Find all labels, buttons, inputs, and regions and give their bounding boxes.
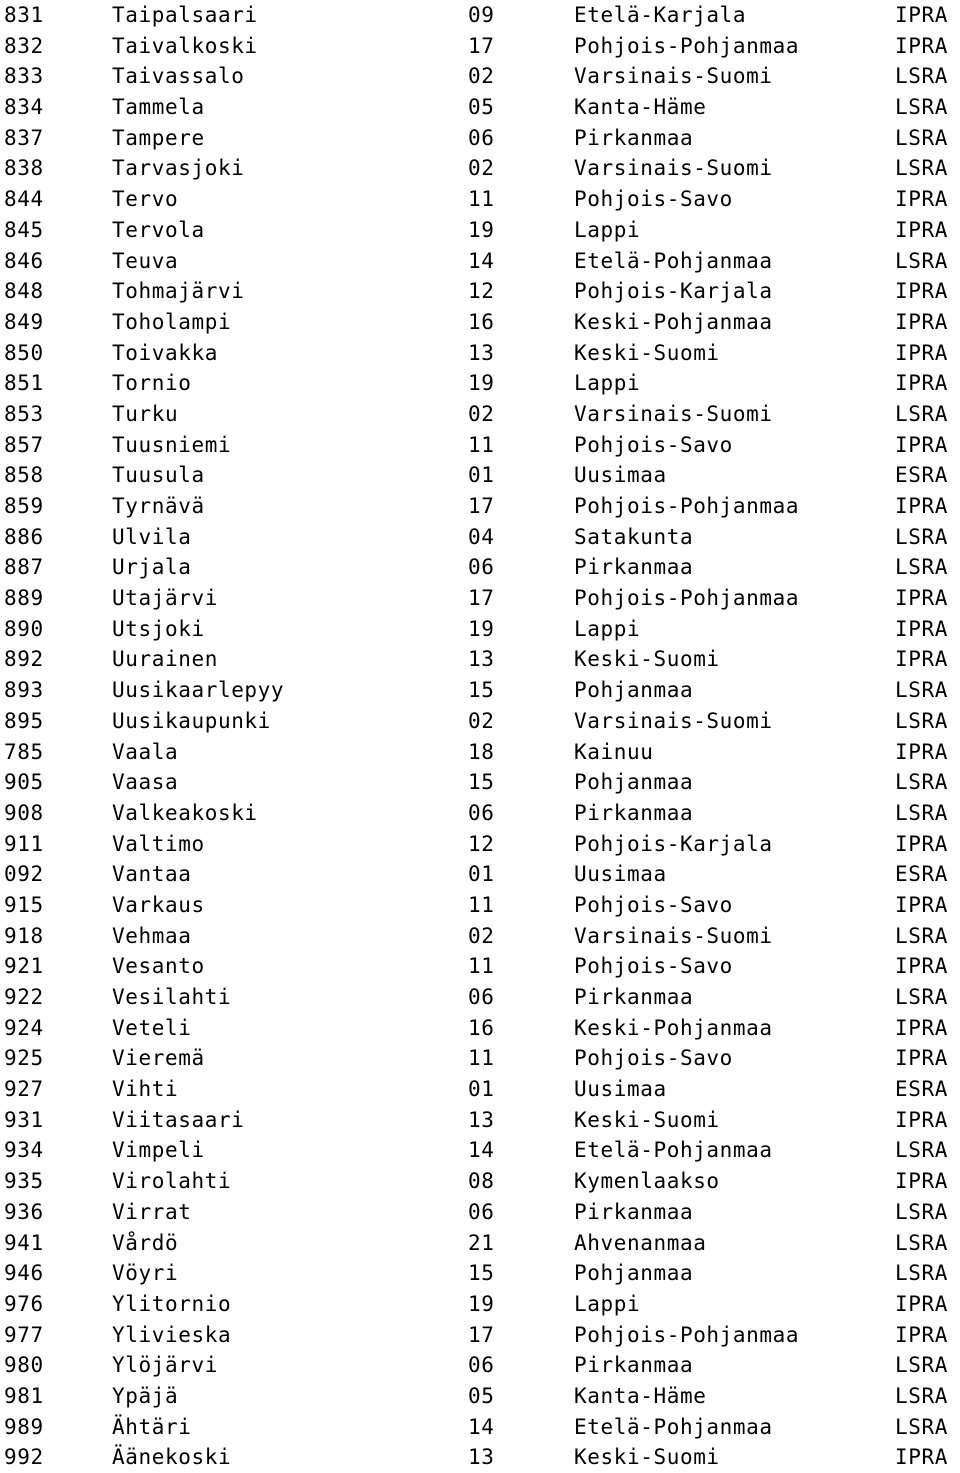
region-code-cell: 19 bbox=[468, 217, 495, 242]
region-code-cell: 02 bbox=[468, 401, 495, 426]
municipality-name-cell: Vantaa bbox=[112, 862, 192, 887]
region-code-cell: 04 bbox=[468, 524, 495, 549]
table-row bbox=[0, 1228, 960, 1259]
municipality-name-cell: Ähtäri bbox=[112, 1414, 192, 1439]
region-name-cell: Pohjois-Savo bbox=[574, 187, 733, 212]
table-row bbox=[0, 368, 960, 399]
table-row bbox=[0, 153, 960, 184]
table-row bbox=[0, 737, 960, 768]
municipality-name-cell: Utajärvi bbox=[112, 586, 218, 611]
municipality-name-cell: Toivakka bbox=[112, 340, 218, 365]
region-code-cell: 15 bbox=[468, 1261, 495, 1286]
municipality-name-cell: Vårdö bbox=[112, 1230, 179, 1255]
municipality-code-cell: 976 bbox=[4, 1291, 44, 1316]
classification-cell: LSRA bbox=[895, 1261, 948, 1286]
municipality-code-cell: 831 bbox=[4, 3, 44, 27]
region-name-cell: Varsinais-Suomi bbox=[574, 64, 773, 89]
table-row bbox=[0, 522, 960, 553]
table-row bbox=[0, 706, 960, 737]
municipality-name-cell: Vaala bbox=[112, 739, 179, 764]
region-name-cell: Etelä-Karjala bbox=[574, 3, 747, 27]
municipality-code-cell: 834 bbox=[4, 95, 44, 120]
table-row bbox=[0, 31, 960, 62]
table-row bbox=[0, 552, 960, 583]
table-row bbox=[0, 123, 960, 154]
municipality-code-cell: 918 bbox=[4, 923, 44, 948]
region-code-cell: 11 bbox=[468, 187, 495, 212]
region-code-cell: 02 bbox=[468, 708, 495, 733]
region-code-cell: 18 bbox=[468, 739, 495, 764]
region-code-cell: 19 bbox=[468, 616, 495, 641]
region-code-cell: 05 bbox=[468, 95, 495, 120]
classification-cell: LSRA bbox=[895, 770, 948, 795]
region-code-cell: 11 bbox=[468, 954, 495, 979]
municipality-name-cell: Virrat bbox=[112, 1199, 192, 1224]
table-row bbox=[0, 951, 960, 982]
table-row bbox=[0, 1013, 960, 1044]
municipality-name-cell: Teuva bbox=[112, 248, 179, 273]
region-name-cell: Pohjois-Pohjanmaa bbox=[574, 33, 800, 58]
region-name-cell: Lappi bbox=[574, 616, 641, 641]
municipality-name-cell: Tervo bbox=[112, 187, 179, 212]
table-row bbox=[0, 399, 960, 430]
municipality-code-cell: 850 bbox=[4, 340, 44, 365]
region-name-cell: Pohjois-Savo bbox=[574, 432, 733, 457]
municipality-code-cell: 908 bbox=[4, 800, 44, 825]
municipality-code-cell: 905 bbox=[4, 770, 44, 795]
table-row bbox=[0, 1320, 960, 1351]
municipality-name-cell: Vihti bbox=[112, 1077, 179, 1102]
region-name-cell: Varsinais-Suomi bbox=[574, 156, 773, 181]
table-row bbox=[0, 614, 960, 645]
region-code-cell: 14 bbox=[468, 1138, 495, 1163]
table-row bbox=[0, 1166, 960, 1197]
table-row bbox=[0, 430, 960, 461]
municipality-name-cell: Vesilahti bbox=[112, 985, 232, 1009]
municipality-code-cell: 833 bbox=[4, 64, 44, 89]
municipality-name-cell: Tuusula bbox=[112, 463, 205, 488]
municipality-code-cell: 941 bbox=[4, 1230, 44, 1255]
region-code-cell: 17 bbox=[468, 33, 495, 58]
municipality-name-cell: Ylivieska bbox=[112, 1322, 232, 1347]
municipality-name-cell: Vehmaa bbox=[112, 923, 192, 948]
region-code-cell: 12 bbox=[468, 279, 495, 304]
classification-cell: IPRA bbox=[895, 432, 948, 457]
municipality-code-cell: 849 bbox=[4, 309, 44, 334]
table-row bbox=[0, 583, 960, 614]
region-code-cell: 06 bbox=[468, 985, 495, 1009]
region-code-cell: 11 bbox=[468, 1046, 495, 1071]
classification-cell: LSRA bbox=[895, 923, 948, 948]
region-code-cell: 01 bbox=[468, 1077, 495, 1102]
classification-cell: LSRA bbox=[895, 156, 948, 181]
municipality-code-cell: 858 bbox=[4, 463, 44, 488]
classification-cell: IPRA bbox=[895, 494, 948, 518]
region-name-cell: Keski-Suomi bbox=[574, 340, 720, 365]
region-code-cell: 17 bbox=[468, 1322, 495, 1347]
municipality-code-cell: 911 bbox=[4, 831, 44, 856]
region-name-cell: Pohjois-Savo bbox=[574, 1046, 733, 1071]
municipality-code-cell: 838 bbox=[4, 156, 44, 181]
region-code-cell: 12 bbox=[468, 831, 495, 856]
classification-cell: LSRA bbox=[895, 800, 948, 825]
classification-cell: IPRA bbox=[895, 1169, 948, 1194]
region-code-cell: 09 bbox=[468, 3, 495, 27]
municipality-code-cell: 922 bbox=[4, 985, 44, 1009]
municipality-code-cell: 785 bbox=[4, 739, 44, 764]
classification-cell: IPRA bbox=[895, 3, 948, 27]
table-row bbox=[0, 460, 960, 491]
municipality-name-cell: Vieremä bbox=[112, 1046, 205, 1071]
municipality-code-cell: 992 bbox=[4, 1445, 44, 1470]
municipality-name-cell: Veteli bbox=[112, 1015, 192, 1040]
municipality-name-cell: Urjala bbox=[112, 555, 192, 580]
municipality-name-cell: Uusikaupunki bbox=[112, 708, 271, 733]
table-row bbox=[0, 61, 960, 92]
municipality-code-cell: 845 bbox=[4, 217, 44, 242]
region-code-cell: 21 bbox=[468, 1230, 495, 1255]
municipality-name-cell: Tyrnävä bbox=[112, 494, 205, 518]
municipality-name-cell: Taivassalo bbox=[112, 64, 245, 89]
table-row bbox=[0, 798, 960, 829]
classification-cell: LSRA bbox=[895, 1199, 948, 1224]
municipality-name-cell: Tervola bbox=[112, 217, 205, 242]
municipality-code-cell: 925 bbox=[4, 1046, 44, 1071]
table-row bbox=[0, 1135, 960, 1166]
classification-cell: LSRA bbox=[895, 1353, 948, 1378]
table-row bbox=[0, 982, 960, 1013]
municipality-name-cell: Toholampi bbox=[112, 309, 232, 334]
classification-cell: IPRA bbox=[895, 1322, 948, 1347]
table-row bbox=[0, 675, 960, 706]
classification-cell: LSRA bbox=[895, 555, 948, 580]
table-row bbox=[0, 246, 960, 277]
region-name-cell: Etelä-Pohjanmaa bbox=[574, 1138, 773, 1163]
region-code-cell: 17 bbox=[468, 586, 495, 611]
table-row bbox=[0, 1381, 960, 1412]
municipality-name-cell: Viitasaari bbox=[112, 1107, 245, 1132]
region-name-cell: Pirkanmaa bbox=[574, 125, 694, 150]
municipality-name-cell: Vimpeli bbox=[112, 1138, 205, 1163]
classification-cell: IPRA bbox=[895, 831, 948, 856]
region-name-cell: Kanta-Häme bbox=[574, 1383, 707, 1408]
region-name-cell: Kymenlaakso bbox=[574, 1169, 720, 1194]
classification-cell: LSRA bbox=[895, 1414, 948, 1439]
municipality-name-cell: Ylitornio bbox=[112, 1291, 232, 1316]
region-name-cell: Keski-Suomi bbox=[574, 1445, 720, 1470]
region-code-cell: 15 bbox=[468, 678, 495, 703]
region-code-cell: 06 bbox=[468, 125, 495, 150]
region-name-cell: Satakunta bbox=[574, 524, 694, 549]
municipality-code-cell: 892 bbox=[4, 647, 44, 672]
classification-cell: LSRA bbox=[895, 95, 948, 120]
table-row bbox=[0, 1442, 960, 1473]
municipality-code-cell: 921 bbox=[4, 954, 44, 979]
municipality-code-cell: 846 bbox=[4, 248, 44, 273]
region-name-cell: Etelä-Pohjanmaa bbox=[574, 1414, 773, 1439]
municipality-code-cell: 946 bbox=[4, 1261, 44, 1286]
region-code-cell: 15 bbox=[468, 770, 495, 795]
municipality-name-cell: Valkeakoski bbox=[112, 800, 258, 825]
region-code-cell: 14 bbox=[468, 1414, 495, 1439]
region-code-cell: 01 bbox=[468, 862, 495, 887]
municipality-code-cell: 886 bbox=[4, 524, 44, 549]
region-name-cell: Etelä-Pohjanmaa bbox=[574, 248, 773, 273]
classification-cell: LSRA bbox=[895, 125, 948, 150]
region-name-cell: Varsinais-Suomi bbox=[574, 708, 773, 733]
classification-cell: LSRA bbox=[895, 248, 948, 273]
region-code-cell: 11 bbox=[468, 432, 495, 457]
table-row bbox=[0, 92, 960, 123]
classification-cell: ESRA bbox=[895, 862, 948, 887]
classification-cell: LSRA bbox=[895, 678, 948, 703]
table-row bbox=[0, 0, 960, 31]
classification-cell: IPRA bbox=[895, 954, 948, 979]
region-code-cell: 11 bbox=[468, 892, 495, 917]
region-name-cell: Pirkanmaa bbox=[574, 985, 694, 1009]
region-name-cell: Pohjois-Pohjanmaa bbox=[574, 586, 800, 611]
municipality-name-cell: Vöyri bbox=[112, 1261, 179, 1286]
municipality-code-cell: 851 bbox=[4, 371, 44, 396]
classification-cell: ESRA bbox=[895, 463, 948, 488]
municipality-code-cell: 934 bbox=[4, 1138, 44, 1163]
table-row bbox=[0, 644, 960, 675]
table-row bbox=[0, 1258, 960, 1289]
municipality-name-cell: Ypäjä bbox=[112, 1383, 179, 1408]
municipality-name-cell: Tuusniemi bbox=[112, 432, 232, 457]
region-name-cell: Uusimaa bbox=[574, 862, 667, 887]
region-code-cell: 01 bbox=[468, 463, 495, 488]
region-code-cell: 17 bbox=[468, 494, 495, 518]
region-name-cell: Kainuu bbox=[574, 739, 654, 764]
municipality-name-cell: Uusikaarlepyy bbox=[112, 678, 285, 703]
region-code-cell: 05 bbox=[468, 1383, 495, 1408]
municipality-name-cell: Tarvasjoki bbox=[112, 156, 245, 181]
classification-cell: IPRA bbox=[895, 340, 948, 365]
table-row bbox=[0, 1197, 960, 1228]
region-code-cell: 02 bbox=[468, 923, 495, 948]
region-name-cell: Keski-Suomi bbox=[574, 647, 720, 672]
table-row bbox=[0, 1289, 960, 1320]
municipality-name-cell: Utsjoki bbox=[112, 616, 205, 641]
region-name-cell: Varsinais-Suomi bbox=[574, 401, 773, 426]
municipality-code-cell: 832 bbox=[4, 33, 44, 58]
classification-cell: IPRA bbox=[895, 217, 948, 242]
table-row bbox=[0, 276, 960, 307]
classification-cell: IPRA bbox=[895, 1015, 948, 1040]
table-row bbox=[0, 1074, 960, 1105]
table-row bbox=[0, 1350, 960, 1381]
table-row bbox=[0, 307, 960, 338]
municipality-name-cell: Tampere bbox=[112, 125, 205, 150]
region-name-cell: Lappi bbox=[574, 371, 641, 396]
classification-cell: ESRA bbox=[895, 1077, 948, 1102]
classification-cell: LSRA bbox=[895, 985, 948, 1009]
municipality-name-cell: Tammela bbox=[112, 95, 205, 120]
table-row bbox=[0, 491, 960, 522]
region-code-cell: 13 bbox=[468, 340, 495, 365]
municipality-code-cell: 927 bbox=[4, 1077, 44, 1102]
municipality-code-cell: 936 bbox=[4, 1199, 44, 1224]
classification-cell: IPRA bbox=[895, 33, 948, 58]
municipality-code-cell: 935 bbox=[4, 1169, 44, 1194]
region-name-cell: Keski-Suomi bbox=[574, 1107, 720, 1132]
table-row bbox=[0, 767, 960, 798]
table-row bbox=[0, 1043, 960, 1074]
municipality-code-cell: 977 bbox=[4, 1322, 44, 1347]
region-name-cell: Uusimaa bbox=[574, 463, 667, 488]
municipality-name-cell: Taipalsaari bbox=[112, 3, 258, 27]
region-code-cell: 13 bbox=[468, 1445, 495, 1470]
classification-cell: IPRA bbox=[895, 279, 948, 304]
region-name-cell: Varsinais-Suomi bbox=[574, 923, 773, 948]
region-name-cell: Pohjois-Pohjanmaa bbox=[574, 1322, 800, 1347]
municipality-name-cell: Tohmajärvi bbox=[112, 279, 245, 304]
municipality-code-cell: 895 bbox=[4, 708, 44, 733]
region-name-cell: Ahvenanmaa bbox=[574, 1230, 707, 1255]
classification-cell: LSRA bbox=[895, 1383, 948, 1408]
classification-cell: IPRA bbox=[895, 1291, 948, 1316]
classification-cell: IPRA bbox=[895, 586, 948, 611]
municipality-code-cell: 915 bbox=[4, 892, 44, 917]
classification-cell: LSRA bbox=[895, 401, 948, 426]
classification-cell: IPRA bbox=[895, 371, 948, 396]
table-row bbox=[0, 1105, 960, 1136]
region-name-cell: Pirkanmaa bbox=[574, 800, 694, 825]
municipality-name-cell: Valtimo bbox=[112, 831, 205, 856]
table-row bbox=[0, 859, 960, 890]
municipality-name-cell: Vesanto bbox=[112, 954, 205, 979]
municipality-code-cell: 924 bbox=[4, 1015, 44, 1040]
table-row bbox=[0, 921, 960, 952]
region-code-cell: 06 bbox=[468, 555, 495, 580]
table-row bbox=[0, 829, 960, 860]
region-code-cell: 02 bbox=[468, 156, 495, 181]
municipality-code-cell: 844 bbox=[4, 187, 44, 212]
region-code-cell: 19 bbox=[468, 371, 495, 396]
municipality-code-cell: 889 bbox=[4, 586, 44, 611]
classification-cell: LSRA bbox=[895, 708, 948, 733]
region-code-cell: 19 bbox=[468, 1291, 495, 1316]
region-name-cell: Lappi bbox=[574, 1291, 641, 1316]
municipality-name-cell: Tornio bbox=[112, 371, 192, 396]
region-name-cell: Pohjois-Karjala bbox=[574, 279, 773, 304]
region-name-cell: Keski-Pohjanmaa bbox=[574, 309, 773, 334]
region-name-cell: Pohjanmaa bbox=[574, 770, 694, 795]
classification-cell: LSRA bbox=[895, 1138, 948, 1163]
municipality-name-cell: Taivalkoski bbox=[112, 33, 258, 58]
classification-cell: LSRA bbox=[895, 524, 948, 549]
classification-cell: LSRA bbox=[895, 1230, 948, 1255]
municipality-name-cell: Äänekoski bbox=[112, 1445, 232, 1470]
municipality-name-cell: Varkaus bbox=[112, 892, 205, 917]
region-name-cell: Pohjanmaa bbox=[574, 1261, 694, 1286]
municipality-code-cell: 981 bbox=[4, 1383, 44, 1408]
table-row bbox=[0, 890, 960, 921]
municipality-name-cell: Turku bbox=[112, 401, 179, 426]
classification-cell: IPRA bbox=[895, 1046, 948, 1071]
region-name-cell: Uusimaa bbox=[574, 1077, 667, 1102]
municipality-code-cell: 853 bbox=[4, 401, 44, 426]
region-name-cell: Keski-Pohjanmaa bbox=[574, 1015, 773, 1040]
region-name-cell: Lappi bbox=[574, 217, 641, 242]
region-name-cell: Pohjois-Pohjanmaa bbox=[574, 494, 800, 518]
classification-cell: IPRA bbox=[895, 647, 948, 672]
municipality-name-cell: Ulvila bbox=[112, 524, 192, 549]
region-code-cell: 13 bbox=[468, 1107, 495, 1132]
region-name-cell: Pohjois-Savo bbox=[574, 954, 733, 979]
classification-cell: IPRA bbox=[895, 1445, 948, 1470]
classification-cell: IPRA bbox=[895, 739, 948, 764]
municipality-code-cell: 989 bbox=[4, 1414, 44, 1439]
municipality-code-cell: 931 bbox=[4, 1107, 44, 1132]
classification-cell: IPRA bbox=[895, 187, 948, 212]
region-name-cell: Pohjanmaa bbox=[574, 678, 694, 703]
table-row bbox=[0, 215, 960, 246]
region-code-cell: 02 bbox=[468, 64, 495, 89]
region-code-cell: 06 bbox=[468, 800, 495, 825]
municipality-code-cell: 848 bbox=[4, 279, 44, 304]
classification-cell: IPRA bbox=[895, 1107, 948, 1132]
municipality-name-cell: Vaasa bbox=[112, 770, 179, 795]
municipality-code-cell: 857 bbox=[4, 432, 44, 457]
municipality-code-cell: 837 bbox=[4, 125, 44, 150]
region-name-cell: Pirkanmaa bbox=[574, 1199, 694, 1224]
region-name-cell: Kanta-Häme bbox=[574, 95, 707, 120]
region-code-cell: 14 bbox=[468, 248, 495, 273]
region-code-cell: 08 bbox=[468, 1169, 495, 1194]
classification-cell: IPRA bbox=[895, 309, 948, 334]
municipality-name-cell: Virolahti bbox=[112, 1169, 232, 1194]
municipality-code-cell: 887 bbox=[4, 555, 44, 580]
region-name-cell: Pohjois-Savo bbox=[574, 892, 733, 917]
classification-cell: IPRA bbox=[895, 616, 948, 641]
municipality-code-cell: 890 bbox=[4, 616, 44, 641]
region-code-cell: 06 bbox=[468, 1199, 495, 1224]
table-row bbox=[0, 184, 960, 215]
region-name-cell: Pirkanmaa bbox=[574, 1353, 694, 1378]
municipality-name-cell: Uurainen bbox=[112, 647, 218, 672]
region-code-cell: 16 bbox=[468, 1015, 495, 1040]
region-code-cell: 06 bbox=[468, 1353, 495, 1378]
municipality-code-cell: 092 bbox=[4, 862, 44, 887]
municipality-name-cell: Ylöjärvi bbox=[112, 1353, 218, 1378]
region-name-cell: Pirkanmaa bbox=[574, 555, 694, 580]
region-name-cell: Pohjois-Karjala bbox=[574, 831, 773, 856]
region-code-cell: 16 bbox=[468, 309, 495, 334]
classification-cell: LSRA bbox=[895, 64, 948, 89]
table-row bbox=[0, 1412, 960, 1443]
classification-cell: IPRA bbox=[895, 892, 948, 917]
table-row bbox=[0, 338, 960, 369]
municipality-code-cell: 859 bbox=[4, 494, 44, 518]
municipality-code-cell: 893 bbox=[4, 678, 44, 703]
region-code-cell: 13 bbox=[468, 647, 495, 672]
municipality-code-cell: 980 bbox=[4, 1353, 44, 1378]
